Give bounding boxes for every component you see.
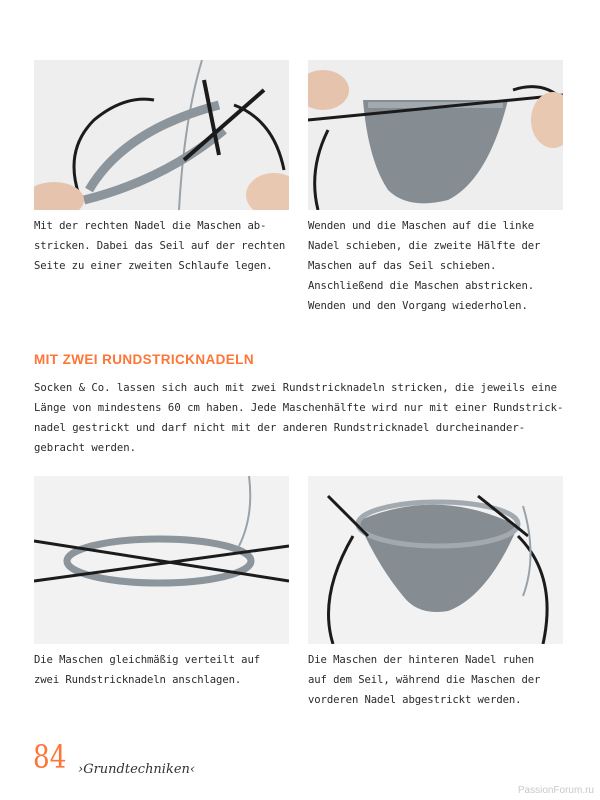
two-circular-needles-knitting-photo (308, 476, 563, 644)
caption-line: Seite zu einer zweiten Schlaufe legen. (34, 260, 273, 272)
step-2-caption (308, 216, 568, 316)
body-line: gebracht werden. (34, 442, 137, 454)
caption-line: Nadel schieben, die zweite Hälfte der (308, 240, 541, 252)
watermark: PassionForum.ru (517, 785, 594, 796)
caption-line: Mit der rechten Nadel die Maschen ab- (34, 220, 267, 232)
step-1-caption (34, 216, 294, 276)
caption-line: Maschen auf das Seil schieben. (308, 260, 497, 272)
two-circular-needles-cast-on-photo (34, 476, 289, 644)
caption-line: vorderen Nadel abgestrickt werden. (308, 694, 522, 706)
caption-line: Anschließend die Maschen abstricken. (308, 280, 535, 292)
step-4-caption (308, 650, 568, 710)
caption-line: Wenden und den Vorgang wiederholen. (308, 300, 528, 312)
caption-line: stricken. Dabei das Seil auf der rechten (34, 240, 286, 252)
section-label: ›Grundtechniken‹ (78, 762, 196, 777)
knitting-sock-photo (308, 60, 563, 210)
section-heading: MIT ZWEI RUNDSTRICKNADELN (34, 352, 254, 367)
step-3-caption (34, 650, 294, 690)
body-line: nadel gestrickt und darf nicht mit der anderen Rundstricknadel durcheinander- (34, 422, 526, 434)
knitting-magic-loop-photo (34, 60, 289, 210)
caption-line: auf dem Seil, während die Maschen der (308, 674, 541, 686)
page-number: 84 (33, 738, 67, 776)
caption-line: Die Maschen der hinteren Nadel ruhen (308, 654, 535, 666)
body-line: Länge von mindestens 60 cm haben. Jede Maschenhälfte wird nur mit einer Rundstrick- (34, 402, 564, 414)
caption-line: Die Maschen gleichmäßig verteilt auf (34, 654, 261, 666)
caption-line: Wenden und die Maschen auf die linke (308, 220, 535, 232)
body-line: Socken & Co. lassen sich auch mit zwei Rundstricknadeln stricken, die jeweils eine (34, 382, 557, 394)
section-body (34, 378, 574, 458)
caption-line: zwei Rundstricknadeln anschlagen. (34, 674, 242, 686)
